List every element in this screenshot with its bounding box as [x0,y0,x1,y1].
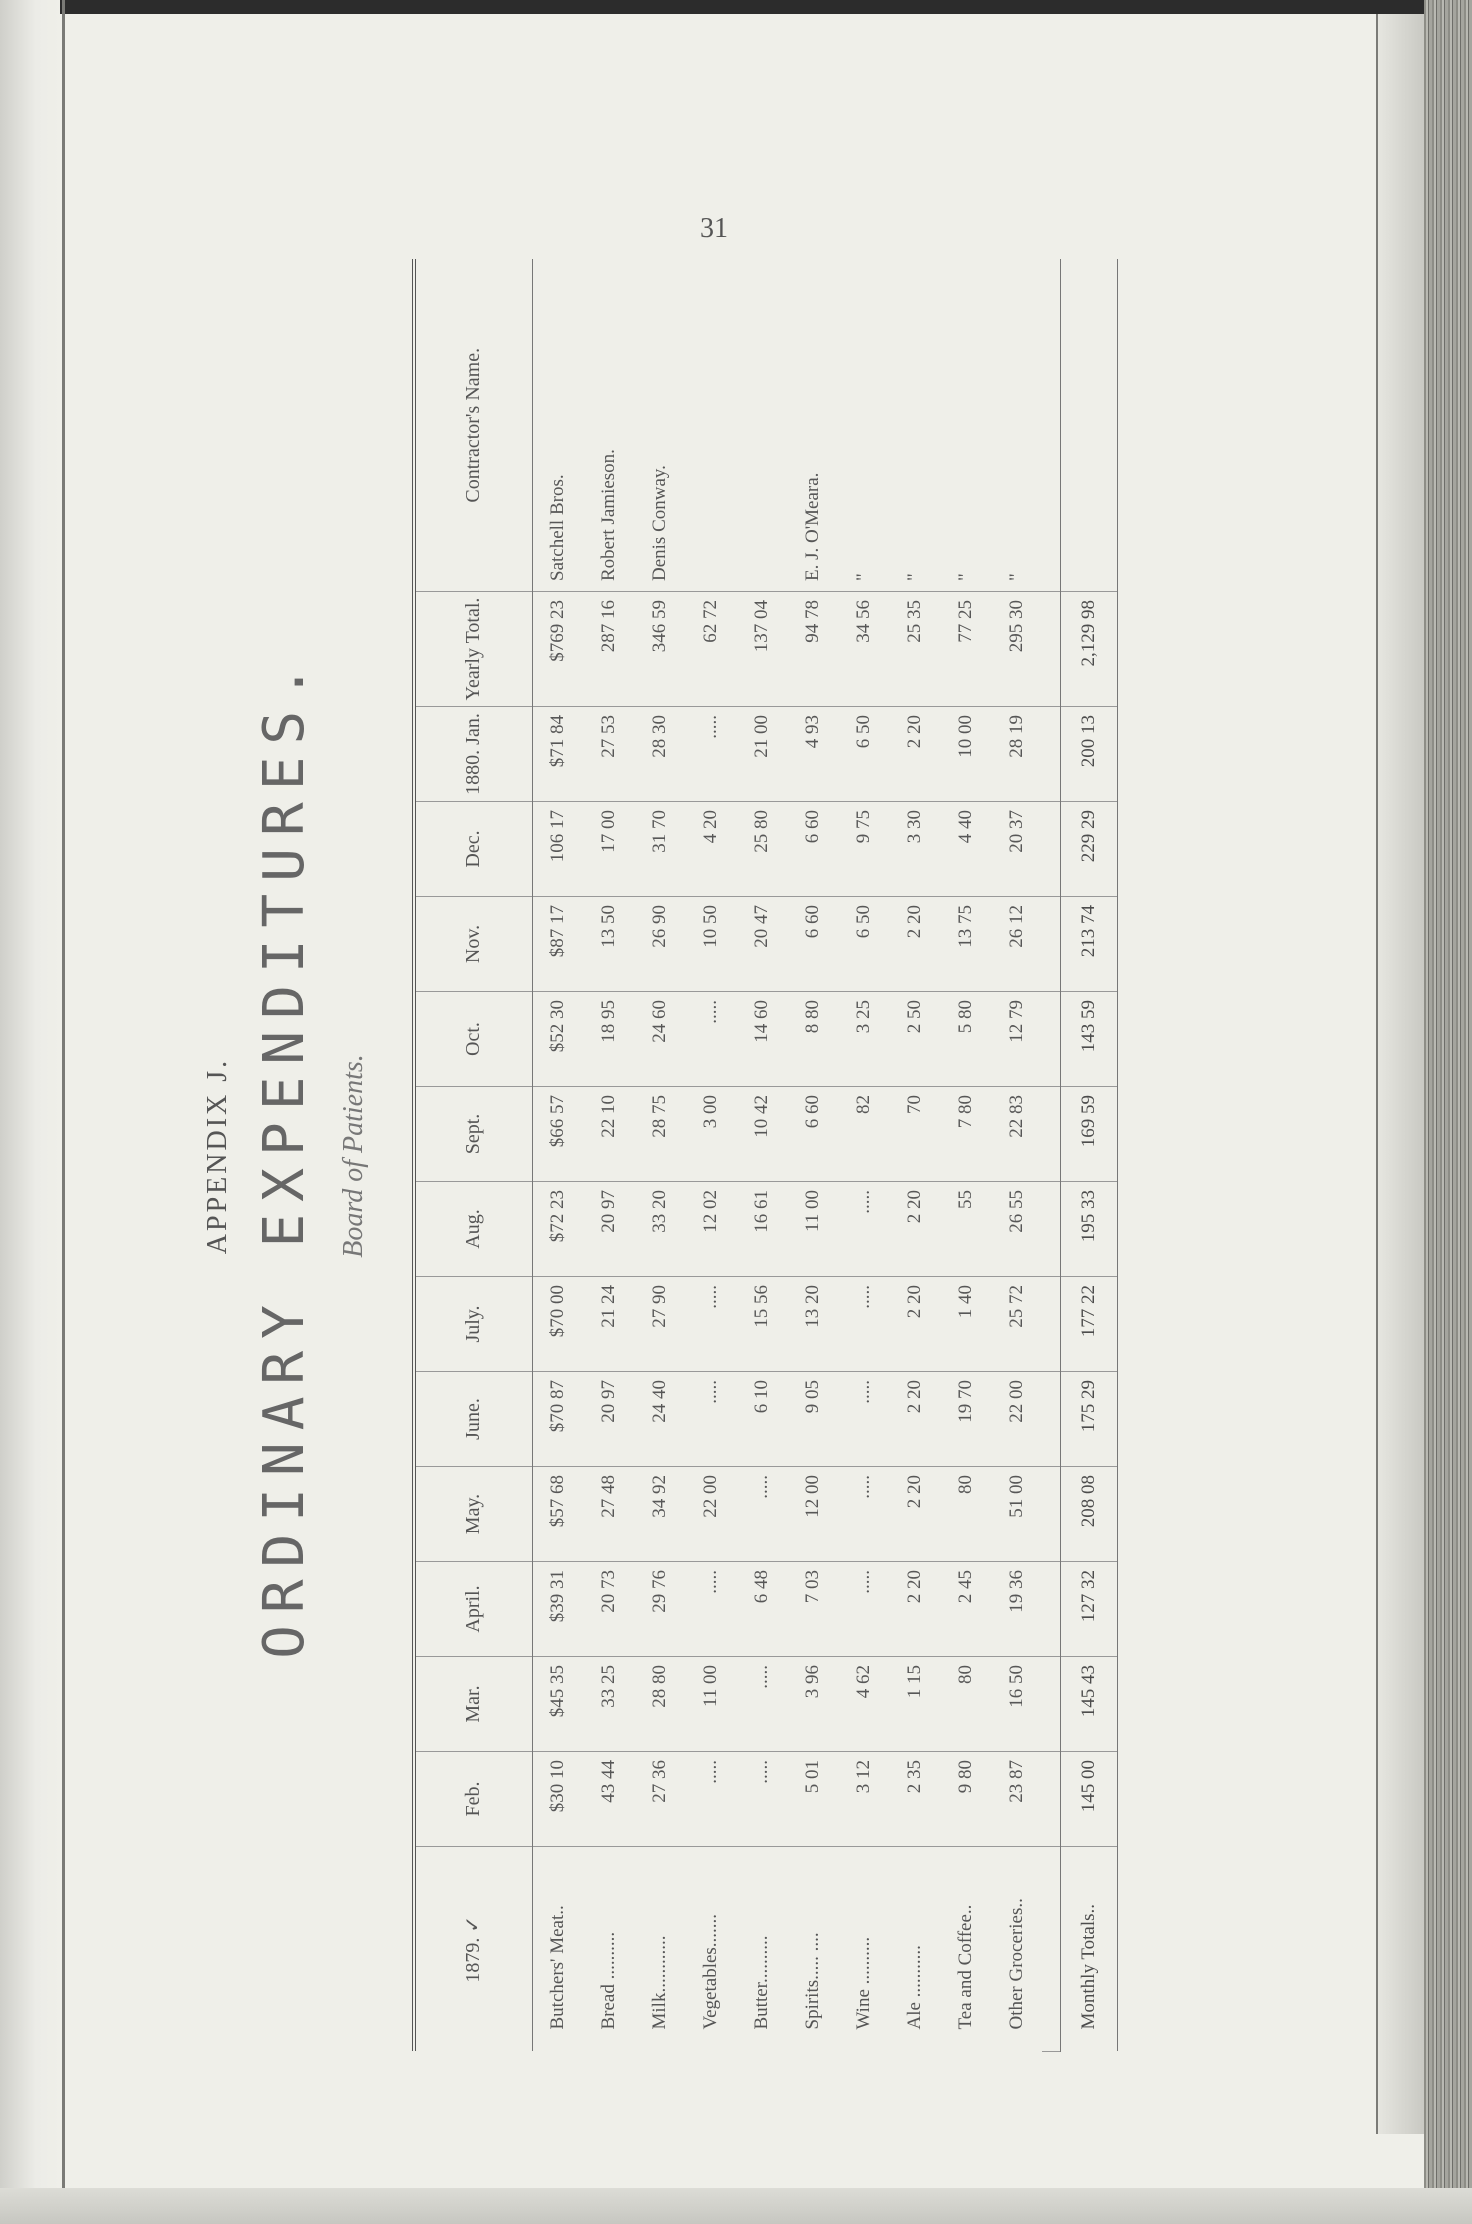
amount-cell: 7 03 [787,1562,838,1657]
scan-margin-left [0,0,60,2224]
amount-cell: 19 36 [991,1562,1042,1657]
table-row [838,260,889,2052]
amount-cell: 20 37 [991,802,1042,897]
amount-cell: 7 80 [940,1087,991,1182]
amount-cell: 31 70 [634,802,685,897]
amount-cell: ..... [685,707,736,802]
amount-cell: 2 50 [889,992,940,1087]
contractor-cell: " [838,260,889,592]
table-row [532,260,583,2052]
rule-cell [1042,1277,1060,1372]
contractor-cell: " [889,260,940,592]
column-header: Sept. [414,1087,532,1182]
rule-cell [1042,1562,1060,1657]
amount-cell: 6 48 [736,1562,787,1657]
amount-cell: 28 19 [991,707,1042,802]
amount-cell: 208 08 [1060,1467,1117,1562]
amount-cell: ..... [838,1277,889,1372]
amount-cell: $87 17 [532,897,583,992]
yearly-total-cell: 137 04 [736,592,787,707]
rule-cell [1042,1657,1060,1752]
rule-cell [1042,1087,1060,1182]
column-header: Oct. [414,992,532,1087]
scan-border-bottom [0,2188,1472,2224]
amount-cell: 10 42 [736,1087,787,1182]
amount-cell: 6 10 [736,1372,787,1467]
amount-cell: 169 59 [1060,1087,1117,1182]
amount-cell: 5 01 [787,1752,838,1847]
amount-cell: 3 30 [889,802,940,897]
amount-cell: 34 92 [634,1467,685,1562]
amount-cell: 106 17 [532,802,583,897]
amount-cell: 25 72 [991,1277,1042,1372]
amount-cell: $70 87 [532,1372,583,1467]
amount-cell: 4 20 [685,802,736,897]
book-spine-line [62,0,65,2224]
table-row [685,260,736,2052]
amount-cell: ..... [838,1372,889,1467]
rule-cell [1042,592,1060,707]
row-label: Butter.......... [750,1935,772,2030]
check-mark-icon: ✓ [462,1915,485,1933]
contractor-cell: E. J. O'Meara. [787,260,838,592]
amount-cell: 200 13 [1060,707,1117,802]
amount-cell: 25 80 [736,802,787,897]
amount-cell: 213 74 [1060,897,1117,992]
amount-cell: 2 20 [889,1562,940,1657]
amount-cell: 6 50 [838,897,889,992]
row-label: Wine .......... [852,1936,874,2030]
amount-cell: 20 73 [583,1562,634,1657]
amount-cell: ..... [736,1467,787,1562]
appendix-label: APPENDIX J. [202,1057,233,1255]
amount-cell: 33 20 [634,1182,685,1277]
yearly-total-cell: 346 59 [634,592,685,707]
amount-cell: 80 [940,1467,991,1562]
amount-cell: 3 00 [685,1087,736,1182]
column-header: Aug. [414,1182,532,1277]
yearly-total-cell: $769 23 [532,592,583,707]
column-header: Nov. [414,897,532,992]
amount-cell: 22 10 [583,1087,634,1182]
row-label: Other Groceries.. [1005,1898,1027,2030]
amount-cell: 127 32 [1060,1562,1117,1657]
amount-cell: $39 31 [532,1562,583,1657]
rule-cell [1042,707,1060,802]
rule-cell [1042,1467,1060,1562]
amount-cell: $30 10 [532,1752,583,1847]
amount-cell: 22 00 [685,1467,736,1562]
page-number: 31 [700,213,728,244]
amount-cell: ..... [736,1657,787,1752]
table-row [787,260,838,2052]
amount-cell: 2 20 [889,1467,940,1562]
amount-cell: 3 25 [838,992,889,1087]
amount-cell: 28 75 [634,1087,685,1182]
amount-cell: 20 97 [583,1372,634,1467]
amount-cell: ..... [736,1752,787,1847]
amount-cell: 9 80 [940,1752,991,1847]
year-label: 1879. [462,1937,485,1983]
amount-cell: 26 90 [634,897,685,992]
amount-cell: 28 80 [634,1657,685,1752]
yearly-total-cell: 295 30 [991,592,1042,707]
rule-cell [1042,992,1060,1087]
amount-cell: 13 20 [787,1277,838,1372]
amount-cell: 2 20 [889,1182,940,1277]
year-header [414,1847,532,2052]
yearly-total-cell: 94 78 [787,592,838,707]
table-row [991,260,1042,2052]
amount-cell: 22 00 [991,1372,1042,1467]
amount-cell: $45 35 [532,1657,583,1752]
yearly-total-cell: 25 35 [889,592,940,707]
amount-cell: ..... [685,1277,736,1372]
rule-cell [1042,1847,1060,2052]
table-row [889,260,940,2052]
amount-cell: 27 90 [634,1277,685,1372]
page-subtitle: Board of Patients. [338,1054,369,1258]
amount-cell: 175 29 [1060,1372,1117,1467]
rule-cell [1042,897,1060,992]
rule-cell [1042,1372,1060,1467]
column-header: Mar. [414,1657,532,1752]
amount-cell: 2 20 [889,707,940,802]
row-label: Ale ........... [903,1945,925,2030]
page-title: ORDINARY EXPENDITURES. [252,653,317,1659]
amount-cell: 143 59 [1060,992,1117,1087]
amount-cell: ..... [685,992,736,1087]
amount-cell: 13 75 [940,897,991,992]
amount-cell: 22 83 [991,1087,1042,1182]
amount-cell: 145 43 [1060,1657,1117,1752]
row-label: Spirits..... .... [801,1932,823,2030]
amount-cell: 4 93 [787,707,838,802]
amount-cell: 177 22 [1060,1277,1117,1372]
amount-cell: 29 76 [634,1562,685,1657]
amount-cell: 229 29 [1060,802,1117,897]
rule-cell [1042,1752,1060,1847]
amount-cell: $57 68 [532,1467,583,1562]
amount-cell: 24 40 [634,1372,685,1467]
table-row [634,260,685,2052]
contractor-cell [685,260,736,592]
totals-row [1060,260,1117,2052]
amount-cell: $66 57 [532,1087,583,1182]
amount-cell: 5 80 [940,992,991,1087]
table-rule-row [1042,260,1060,2052]
amount-cell: 2 20 [889,1372,940,1467]
amount-cell: ..... [685,1562,736,1657]
amount-cell: $71 84 [532,707,583,802]
amount-cell: 55 [940,1182,991,1277]
amount-cell: 3 96 [787,1657,838,1752]
amount-cell: 2 20 [889,897,940,992]
row-label: Vegetables....... [699,1913,721,2030]
column-header: July. [414,1277,532,1372]
amount-cell: 16 61 [736,1182,787,1277]
table-row [940,260,991,2052]
rule-cell [1042,1182,1060,1277]
column-header: Feb. [414,1752,532,1847]
amount-cell: 8 80 [787,992,838,1087]
amount-cell: 82 [838,1087,889,1182]
amount-cell: 10 00 [940,707,991,802]
amount-cell: 12 02 [685,1182,736,1277]
amount-cell: 2 45 [940,1562,991,1657]
yearly-total-cell: 2,129 98 [1060,592,1117,707]
row-label: Monthly Totals.. [1060,1847,1117,2052]
row-label: Tea and Coffee.. [954,1904,976,2030]
amount-cell: 43 44 [583,1752,634,1847]
amount-cell: $70 00 [532,1277,583,1372]
amount-cell: 28 30 [634,707,685,802]
column-header: April. [414,1562,532,1657]
amount-cell: 21 24 [583,1277,634,1372]
amount-cell: 12 00 [787,1467,838,1562]
amount-cell: 26 55 [991,1182,1042,1277]
amount-cell: 16 50 [991,1657,1042,1752]
amount-cell: 6 60 [787,1087,838,1182]
rule-cell [1042,802,1060,897]
amount-cell: 145 00 [1060,1752,1117,1847]
yearly-total-cell: 62 72 [685,592,736,707]
amount-cell: 2 20 [889,1277,940,1372]
amount-cell: 6 60 [787,802,838,897]
yearly-total-cell: 287 16 [583,592,634,707]
amount-cell: ..... [838,1562,889,1657]
amount-cell: 13 50 [583,897,634,992]
amount-cell: 3 12 [838,1752,889,1847]
contractor-cell: Satchell Bros. [532,260,583,592]
amount-cell: 27 53 [583,707,634,802]
amount-cell: 6 50 [838,707,889,802]
contractor-cell: Denis Conway. [634,260,685,592]
table-row [736,260,787,2052]
contractor-cell: " [991,260,1042,592]
rotated-page-content [180,260,1130,2052]
amount-cell: 33 25 [583,1657,634,1752]
column-header: Contractor's Name. [414,260,532,592]
amount-cell: ..... [685,1372,736,1467]
column-header: May. [414,1467,532,1562]
column-header: June. [414,1372,532,1467]
contractor-cell: Robert Jamieson. [583,260,634,592]
amount-cell: 195 33 [1060,1182,1117,1277]
amount-cell: 80 [940,1657,991,1752]
amount-cell: 70 [889,1087,940,1182]
amount-cell: 20 47 [736,897,787,992]
amount-cell: 20 97 [583,1182,634,1277]
amount-cell: 10 50 [685,897,736,992]
amount-cell: 26 12 [991,897,1042,992]
column-header: 1880. Jan. [414,707,532,802]
amount-cell: 4 40 [940,802,991,897]
amount-cell: 27 48 [583,1467,634,1562]
amount-cell: 9 05 [787,1372,838,1467]
amount-cell: 27 36 [634,1752,685,1847]
rule-cell [1042,260,1060,592]
amount-cell: ..... [838,1182,889,1277]
amount-cell: $52 30 [532,992,583,1087]
yearly-total-cell: 77 25 [940,592,991,707]
column-header: Yearly Total. [414,592,532,707]
amount-cell: 18 95 [583,992,634,1087]
amount-cell: 24 60 [634,992,685,1087]
row-label: Bread .......... [597,1931,619,2030]
yearly-total-cell: 34 56 [838,592,889,707]
amount-cell: 6 60 [787,897,838,992]
row-label: Butchers' Meat.. [546,1905,568,2030]
amount-cell: 51 00 [991,1467,1042,1562]
amount-cell: 19 70 [940,1372,991,1467]
amount-cell: 4 62 [838,1657,889,1752]
row-label: Milk............ [648,1935,670,2030]
amount-cell: 11 00 [685,1657,736,1752]
amount-cell: 23 87 [991,1752,1042,1847]
amount-cell: 9 75 [838,802,889,897]
contractor-cell: " [940,260,991,592]
amount-cell: 1 40 [940,1277,991,1372]
amount-cell: ..... [685,1752,736,1847]
amount-cell: ..... [838,1467,889,1562]
amount-cell: 12 79 [991,992,1042,1087]
header-row [414,260,532,2052]
amount-cell: 15 56 [736,1277,787,1372]
amount-cell: 21 00 [736,707,787,802]
amount-cell: 2 35 [889,1752,940,1847]
page-edge-shadow [1376,14,1424,2134]
amount-cell: 14 60 [736,992,787,1087]
amount-cell: 1 15 [889,1657,940,1752]
page-stack-edge [1424,0,1472,2224]
expenditure-table [412,260,1118,2053]
contractor-cell [1060,260,1117,592]
column-header: Dec. [414,802,532,897]
scan-border-top [0,0,1472,14]
table-row [583,260,634,2052]
contractor-cell [736,260,787,592]
amount-cell: 17 00 [583,802,634,897]
amount-cell: $72 23 [532,1182,583,1277]
amount-cell: 11 00 [787,1182,838,1277]
